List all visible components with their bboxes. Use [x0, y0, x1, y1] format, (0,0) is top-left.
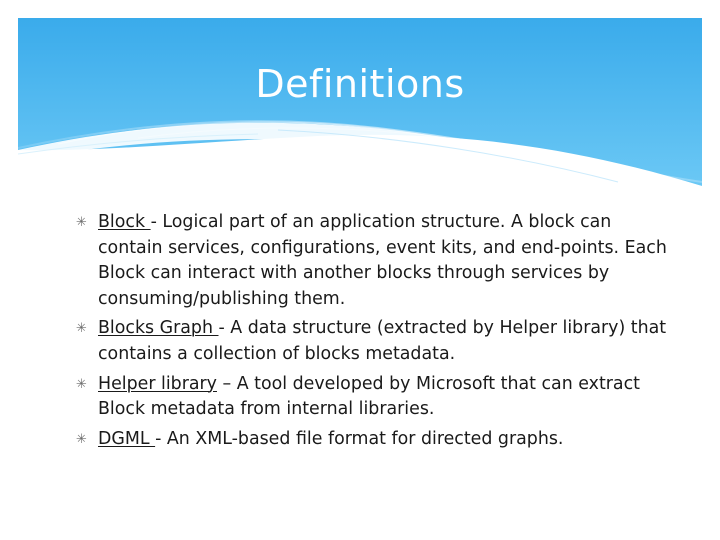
bullet-icon: ✳ [76, 321, 87, 337]
bullet-icon: ✳ [76, 215, 87, 230]
bullet-icon: ✳ [76, 376, 87, 392]
definition-text: - Logical part of an application structure. A block can contain services, configurations, event kits, and end-points. Each Block can interact with another blocks through services by consuming/publishing them. [98, 212, 667, 309]
list-item-dgml [76, 427, 676, 453]
list-item-helper-library [76, 372, 676, 423]
term-link[interactable]: Blocks Graph [98, 318, 219, 339]
definition-text: - An XML-based file format for directed graphs. [155, 428, 564, 449]
bullet-icon: ✳ [76, 431, 87, 447]
term-link[interactable]: Helper library [98, 373, 217, 394]
definitions-list [76, 210, 676, 456]
slide-title: Definitions [255, 62, 465, 106]
definition-text: – A tool developed by Microsoft that can extract Block metadata from internal libraries. [98, 373, 640, 420]
banner-graphic [18, 18, 702, 198]
definition-text: - A data structure (extracted by Helper library) that contains a collection of blocks metadata. [98, 318, 667, 364]
term-link[interactable]: Block [98, 212, 151, 232]
term-link[interactable]: DGML [98, 428, 156, 449]
list-item-blocks-graph [76, 316, 676, 367]
list-item-block [76, 210, 676, 312]
title-banner [18, 18, 702, 198]
